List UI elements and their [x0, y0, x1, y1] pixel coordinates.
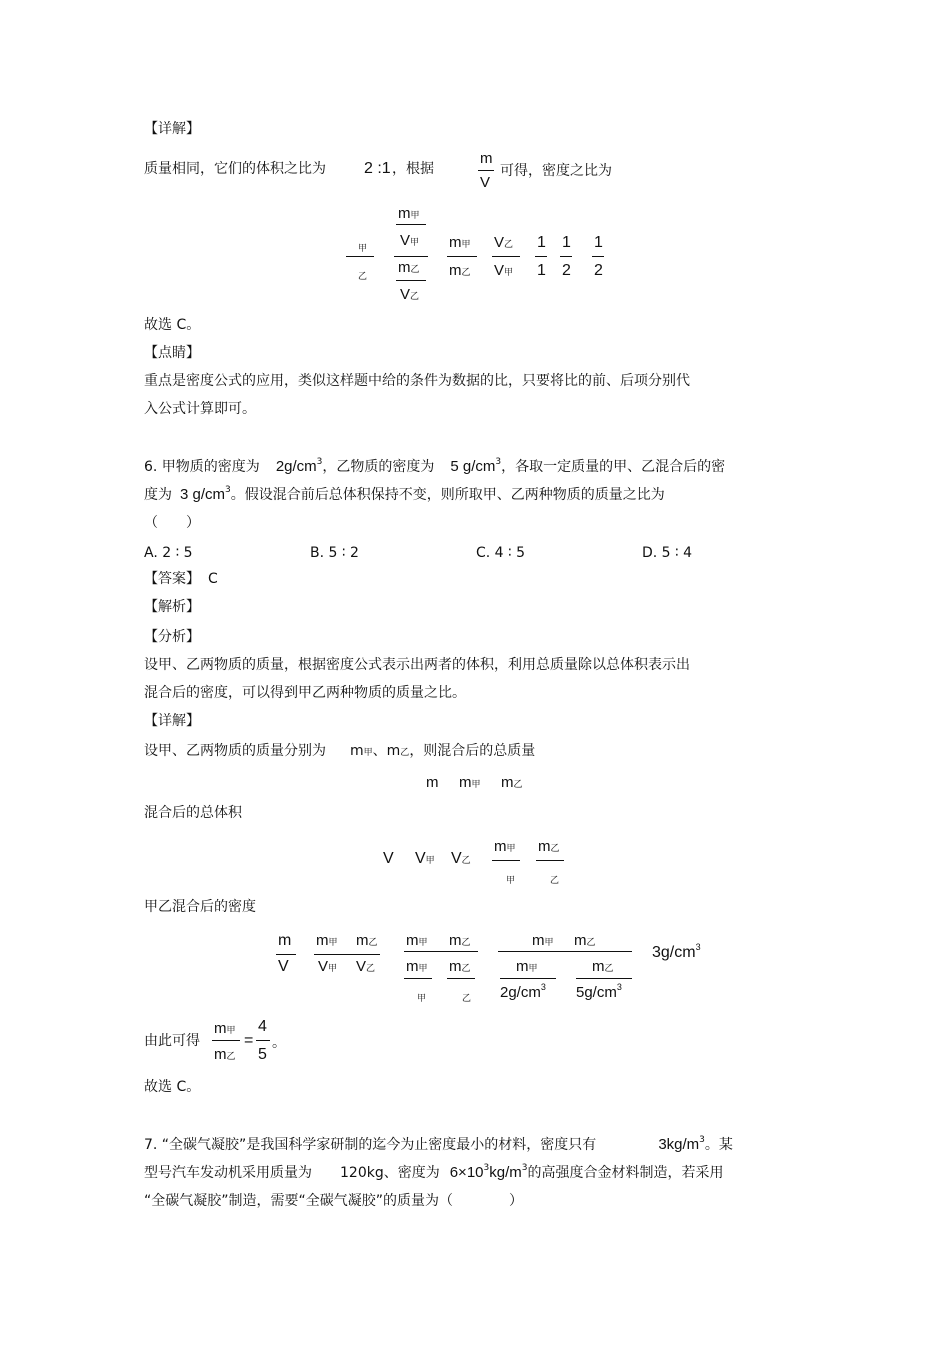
m-jia: m甲	[406, 958, 428, 975]
v-yi: V乙	[494, 234, 514, 251]
num-2: 2	[594, 262, 603, 279]
xiangjie-heading: 【详解】	[144, 713, 200, 729]
v-jia: V甲	[400, 232, 420, 249]
m-jia: m甲	[532, 932, 554, 949]
dianjing-heading: 【点睛】	[144, 345, 200, 361]
frac-v: V	[480, 174, 491, 191]
fraction-bar	[447, 256, 477, 257]
fraction-bar	[314, 954, 380, 955]
answer-line: 故选 C。	[144, 317, 201, 333]
q6-stem-1: 6. 甲物质的密度为 $2g/cm^3$，乙物质的密度为 5 $g/cm^3$，各取一定质量的甲、乙混合后的密	[144, 457, 726, 475]
xiangjie-line-1: 设甲、乙两物质的质量分别为 m甲、m乙，则混合后的总质量	[144, 743, 536, 759]
m-jia: m甲	[516, 958, 538, 975]
rho-yi-sub: 乙	[462, 994, 472, 1004]
result-numerator: 4	[258, 1018, 267, 1035]
v-jia: V甲	[494, 262, 514, 279]
v-total: V	[383, 850, 394, 867]
fraction-bar	[394, 256, 428, 257]
fraction-bar	[404, 951, 478, 952]
detail-line-1b: ，根据	[392, 161, 434, 177]
v-jia: V甲	[415, 850, 435, 867]
rho-yi-sub: 乙	[550, 876, 560, 886]
num-1: 1	[537, 234, 546, 251]
m-total: m	[426, 774, 439, 791]
m-yi: m乙	[449, 932, 471, 949]
v-yi: V乙	[400, 286, 420, 303]
m-yi: m乙	[398, 259, 420, 276]
fraction-bar	[560, 256, 572, 257]
jiexi-heading: 【解析】	[144, 599, 200, 615]
m-yi: m乙	[449, 958, 471, 975]
dianjing-line-2: 入公式计算即可。	[144, 401, 256, 417]
q6-option-b[interactable]: B. 5 ∶ 2	[310, 545, 359, 561]
q6-option-d[interactable]: D. 5 ∶ 4	[642, 545, 693, 561]
rho-jia-sub: 甲	[417, 994, 427, 1004]
density-jia: $2g/cm^3$	[500, 982, 546, 1001]
total-volume-label: 混合后的总体积	[144, 805, 242, 821]
q6-option-c[interactable]: C. 4 ∶ 5	[476, 545, 526, 561]
fraction-bar	[576, 978, 632, 979]
q6-option-a[interactable]: A. 2 ∶ 5	[144, 545, 193, 561]
m-jia: m甲	[459, 774, 481, 791]
m-jia: m甲	[214, 1020, 236, 1037]
rho-yi-sub: 乙	[358, 272, 368, 282]
fenxi-line-2: 混合后的密度，可以得到甲乙两种物质的质量之比。	[144, 685, 466, 701]
m-jia: m甲	[406, 932, 428, 949]
num-1: 1	[562, 234, 571, 251]
m-yi: m乙	[574, 932, 596, 949]
density-mix: $3g/cm^3$	[652, 942, 701, 961]
fraction-bar	[447, 978, 475, 979]
result-end: 。	[272, 1035, 286, 1051]
m-yi: m乙	[356, 932, 378, 949]
fraction-bar	[535, 256, 547, 257]
fraction-bar	[346, 256, 374, 257]
fraction-bar	[536, 860, 564, 861]
q6-bracket: （ ）	[144, 515, 200, 531]
fraction-bar	[492, 256, 520, 257]
fraction-bar	[212, 1040, 240, 1041]
volume-ratio: 2 :1	[364, 160, 391, 177]
rho-jia-sub: 甲	[506, 876, 516, 886]
detail-line-1c: 可得，密度之比为	[500, 163, 612, 179]
q7-stem-1: 7. “全碳气凝胶”是我国科学家研制的迄今为止密度最小的材料，密度只有 $3kg/m^3$。某	[144, 1135, 733, 1153]
fraction-bar	[396, 224, 426, 225]
m-yi: m乙	[538, 838, 560, 855]
m-jia: m甲	[316, 932, 338, 949]
m-yi: m乙	[501, 774, 523, 791]
dianjing-line-1: 重点是密度公式的应用，类似这样题中给的条件为数据的比，只要将比的前、后项分别代	[144, 373, 690, 389]
fraction-bar	[500, 978, 556, 979]
num-2: 2	[562, 262, 571, 279]
result-denominator: 5	[258, 1046, 267, 1063]
v-yi: V乙	[356, 958, 376, 975]
fraction-bar	[396, 280, 426, 281]
fenxi-heading: 【分析】	[144, 629, 200, 645]
m-total: m	[278, 932, 292, 949]
q7-stem-2: 型号汽车发动机采用质量为 120kg、密度为 $6\times 10^3kg/m^3$的高强度合金材料制造，若采用	[144, 1163, 724, 1181]
num-1: 1	[594, 234, 603, 251]
m-jia: m甲	[398, 205, 420, 222]
v-yi: V乙	[451, 850, 471, 867]
fraction-bar	[478, 170, 494, 171]
fraction-bar	[256, 1040, 270, 1041]
fraction-bar	[404, 978, 432, 979]
fraction-bar	[276, 954, 296, 955]
rho-jia-sub: 甲	[358, 244, 368, 254]
q6-answer-line: 故选 C。	[144, 1079, 201, 1095]
fraction-bar	[498, 951, 632, 952]
density-label: 甲乙混合后的密度	[144, 899, 256, 915]
m-yi: m乙	[449, 262, 471, 279]
q7-stem-3: “全碳气凝胶”制造，需要“全碳气凝胶”的质量为（ ）	[144, 1193, 524, 1209]
detail-line-1: 质量相同，它们的体积之比为	[144, 161, 326, 177]
density-yi: $5g/cm^3$	[576, 982, 622, 1001]
fenxi-line-1: 设甲、乙两物质的质量，根据密度公式表示出两者的体积，利用总质量除以总体积表示出	[144, 657, 690, 673]
frac-m: m	[480, 150, 493, 167]
m-jia: m甲	[494, 838, 516, 855]
q6-stem-2: 度为 3 $g/cm^3$。假设混合前后总体积保持不变，则所取甲、乙两种物质的质量之比为	[144, 485, 665, 503]
fraction-bar	[592, 256, 604, 257]
m-yi: m乙	[592, 958, 614, 975]
v-jia: V甲	[318, 958, 338, 975]
v-total: V	[278, 958, 289, 975]
m-yi: m乙	[214, 1046, 236, 1063]
equals-sign: =	[244, 1032, 254, 1049]
m-jia: m甲	[449, 234, 471, 251]
result-label: 由此可得	[144, 1033, 200, 1049]
num-1: 1	[537, 262, 546, 279]
detail-heading: 【详解】	[144, 121, 200, 137]
fraction-bar	[492, 860, 520, 861]
q6-answer: 【答案】 C	[144, 571, 218, 587]
